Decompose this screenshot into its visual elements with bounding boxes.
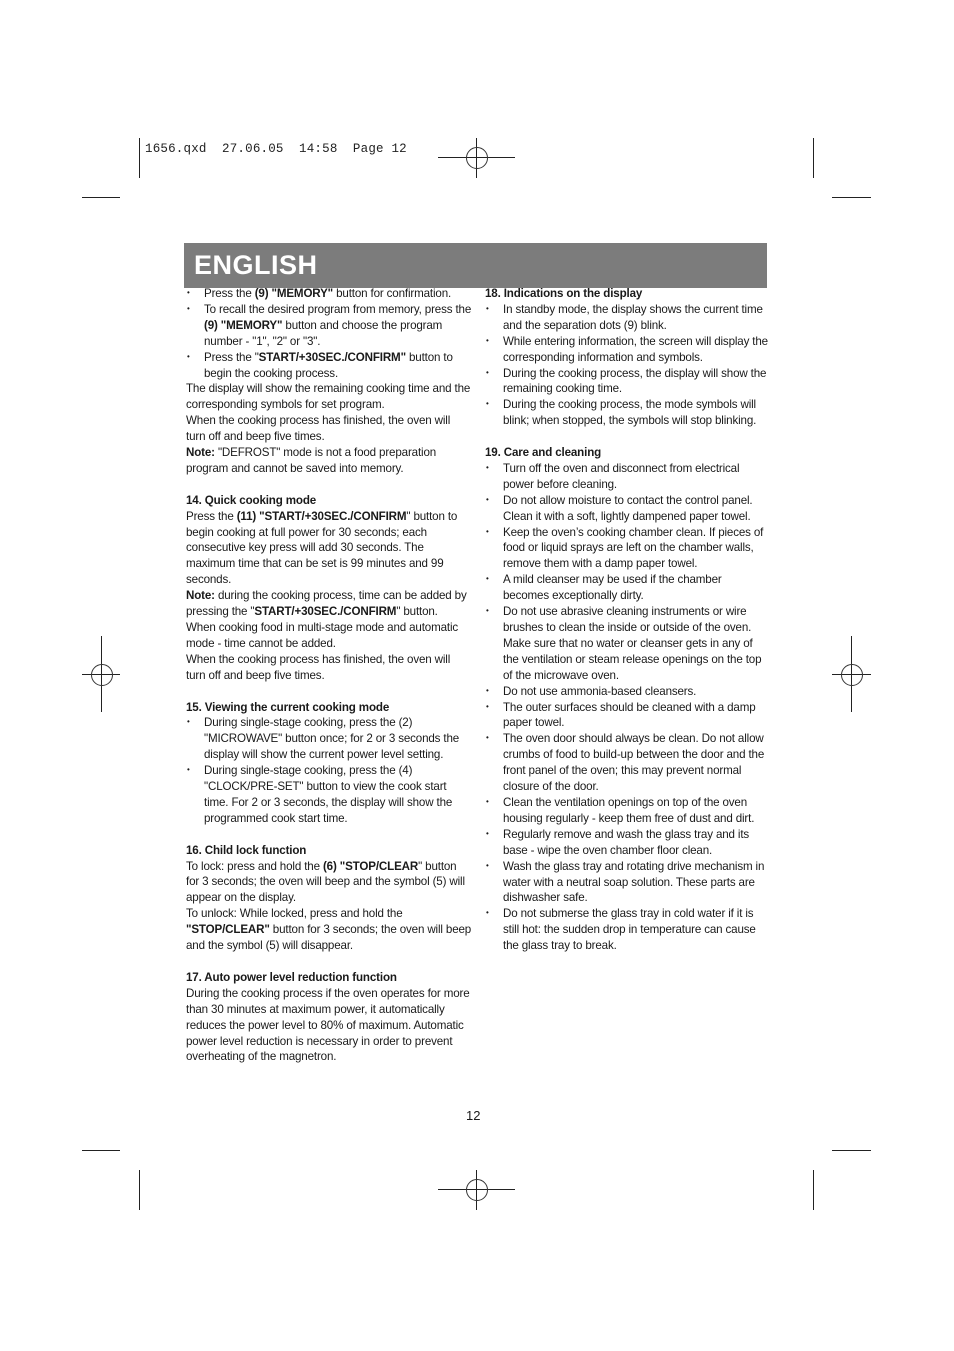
paragraph: During the cooking process if the oven operates for more than 30 minutes at maximum power, it automatically reduces the power level to 80% of maximum. Automatic power level reduction is necessary in order to prevent overheating of the magnetron. xyxy=(186,986,470,1064)
list-item: • During the cooking process, the mode symbols will blink; when stopped, the symbols will stop blinking. xyxy=(485,397,770,429)
list-item: • In standby mode, the display shows the current time and the separation dots (9) blink. xyxy=(485,302,770,334)
paragraph: When cooking food in multi-stage mode and automatic mode - time cannot be added. xyxy=(186,621,459,650)
list-item: • Do not use ammonia-based cleansers. xyxy=(485,684,770,700)
list-item: • The oven door should always be clean. Do not allow crumbs of food to build-up between the door and the front panel of the oven; this may prevent normal closure of the door. xyxy=(485,731,770,795)
page-title: ENGLISH xyxy=(194,250,318,280)
right-column xyxy=(485,286,770,954)
list-item: • Keep the oven’s cooking chamber clean. If pieces of food or liquid sprays are left on the chamber walls, remove them with a damp paper towel. xyxy=(485,525,770,573)
crop-mark-tr-h xyxy=(832,197,871,198)
list-item: • Regularly remove and wash the glass tray and its base - wipe the oven chamber floor clean. xyxy=(485,827,770,859)
paragraph: The display will show the remaining cooking time and the corresponding symbols for set program. xyxy=(186,382,471,412)
note-paragraph: Note: during the cooking process, time can be added by pressing the "START/+30SEC./CONFIRM" button. xyxy=(186,589,467,619)
list-item: • During single-stage cooking, press the (4) "CLOCK/PRE-SET" button to view the cook start time. For 2 or 3 seconds, the display will show the programmed cook start time. xyxy=(186,763,472,827)
section-heading-display-indications: 18. Indications on the display xyxy=(485,287,643,300)
crop-mark-bl-v xyxy=(139,1170,140,1210)
section-heading-care-cleaning: 19. Care and cleaning xyxy=(485,446,602,460)
care-bullet-list xyxy=(485,461,770,954)
list-item: • A mild cleanser may be used if the chamber becomes exceptionally dirty. xyxy=(485,572,770,604)
page-number: 12 xyxy=(466,1108,481,1123)
list-item: • During the cooking process, the display will show the remaining cooking time. xyxy=(485,366,770,398)
memory-bullet-list xyxy=(186,286,472,381)
viewing-mode-bullet-list xyxy=(186,715,472,826)
paragraph: Press the (11) "START/+30SEC./CONFIRM" button to begin cooking at full power for 30 seconds; each consecutive key press will add 30 seconds. The maximum time that can be set is 99 minutes and 99 seconds. xyxy=(186,509,458,587)
paragraph: To lock: press and hold the (6) "STOP/CLEAR" button for 3 seconds; the oven will beep and the symbol (5) will appear on the display. xyxy=(186,859,465,905)
section-heading-viewing-mode: 15. Viewing the current cooking mode xyxy=(186,700,390,714)
list-item: • The outer surfaces should be cleaned with a damp paper towel. xyxy=(485,700,770,732)
section-heading-quick-cooking: 14. Quick cooking mode xyxy=(186,493,317,507)
paragraph: To unlock: While locked, press and hold the xyxy=(186,907,403,921)
list-item: • To recall the desired program from memory, press the (9) "MEMORY" button and choose the program number - "1", "2" or "3". xyxy=(186,302,472,350)
list-item: • While entering information, the screen will display the corresponding information and symbols. xyxy=(485,334,770,366)
paragraph: When the cooking process has finished, the oven will turn off and beep five times. xyxy=(186,414,451,444)
left-column xyxy=(186,286,472,1065)
list-item: • Do not use abrasive cleaning instruments or wire brushes to clean the inside or outside of the oven. Make sure that no water or cleanser gets in any of the ventilation or steam release openings on the top of the microwave oven. xyxy=(485,604,770,684)
crop-mark-tl-v xyxy=(139,138,140,178)
paragraph: "STOP/CLEAR" button for 3 seconds; the oven will beep and the symbol (5) will disappear. xyxy=(186,923,472,953)
list-item: • Do not allow moisture to contact the control panel. Clean it with a soft, lightly dampened paper towel. xyxy=(485,493,770,525)
list-item: • Turn off the oven and disconnect from electrical power before cleaning. xyxy=(485,461,770,493)
crop-mark-bl-h xyxy=(82,1150,120,1151)
list-item: • Clean the ventilation openings on top of the oven housing regularly - keep them free of dust and dirt. xyxy=(485,795,770,827)
list-item: • Press the "START/+30SEC./CONFIRM" button to begin the cooking process. xyxy=(186,350,472,382)
crop-mark-br-v xyxy=(813,1170,814,1210)
section-heading-child-lock: 16. Child lock function xyxy=(186,843,307,857)
list-item: • Wash the glass tray and rotating drive mechanism in water with a neutral soap solution. These parts are dishwasher safe. xyxy=(485,859,770,907)
list-item: • During single-stage cooking, press the (2) "MICROWAVE" button once; for 2 or 3 seconds the display will show the current power level setting. xyxy=(186,715,472,763)
display-bullet-list xyxy=(485,302,770,429)
list-item: • Press the (9) "MEMORY" button for confirmation. xyxy=(186,286,472,302)
note-paragraph: Note: "DEFROST" mode is not a food preparation program and cannot be saved into memory. xyxy=(186,446,437,475)
crop-mark-br-h xyxy=(832,1150,871,1151)
printer-slug: 1656.qxd 27.06.05 14:58 Page 12 xyxy=(145,142,407,156)
list-item: • Do not submerse the glass tray in cold water if it is still hot: the sudden drop in temperature can cause the glass tray to break. xyxy=(485,906,770,954)
crop-mark-tr-v xyxy=(813,138,814,178)
crop-mark-tl-h xyxy=(82,197,120,198)
paragraph: When the cooking process has finished, the oven will turn off and beep five times. xyxy=(186,652,451,682)
section-heading-auto-power: 17. Auto power level reduction function xyxy=(186,970,397,984)
language-banner xyxy=(184,243,767,288)
